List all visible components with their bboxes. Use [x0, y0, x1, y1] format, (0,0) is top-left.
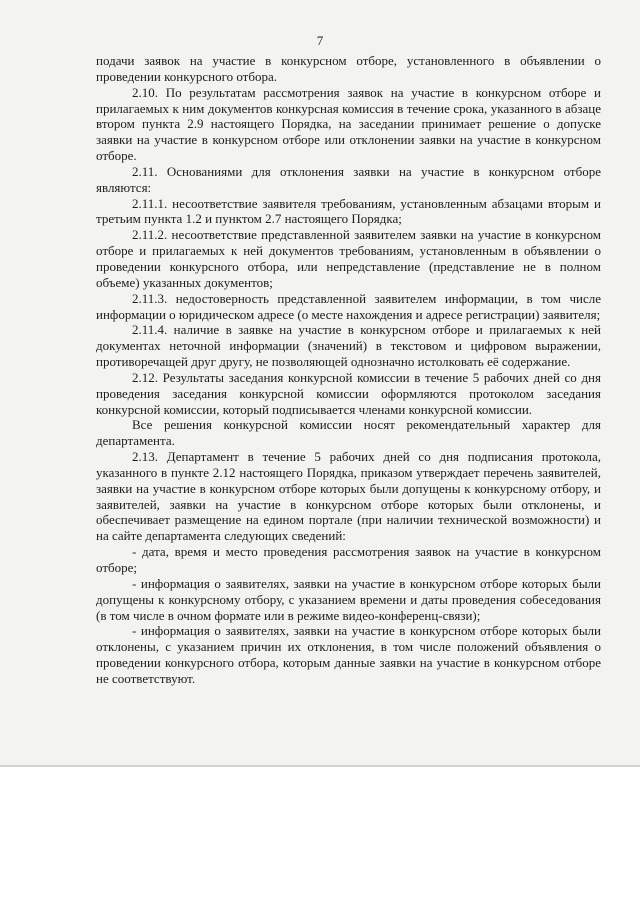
- paragraph-2-11: 2.11. Основаниями для отклонения заявки на участие в конкурсном отборе являются:: [96, 163, 601, 195]
- paragraph-2-11-4: 2.11.4. наличие в заявке на участие в конкурсном отборе и прилагаемых к ней документах неточной информации (значений) в текстовом и цифровом выражении, противоречащей друг другу, не позволяющей однозначно истолковать её содержание.: [96, 322, 601, 370]
- paragraph-2-11-1: 2.11.1. несоответствие заявителя требованиям, установленным абзацами вторым и третьим пункта 1.2 и пунктом 2.7 настоящего Порядка;: [96, 195, 601, 227]
- paragraph-2-13: 2.13. Департамент в течение 5 рабочих дней со дня подписания протокола, указанного в пункте 2.12 настоящего Порядка, приказом утверждает перечень заявителей, заявки на участие в конкурсном отборе которых были допущены к конкурсному отбору, и заявителей, заявки на участие в конкурсном отборе которых были отклонены, и обеспечивает размещение на едином портале (при наличии технической возможности) и на сайте департамента следующих сведений:: [96, 449, 601, 544]
- paragraph-continuation: подачи заявок на участие в конкурсном отборе, установленного в объявлении о проведении конкурсного отбора.: [96, 53, 601, 84]
- paragraph-2-11-2: 2.11.2. несоответствие представленной заявителем заявки на участие в конкурсном отборе и прилагаемых к ней документов требованиям, установленным в объявлении о проведении конкурсного отбора, или непредставление (представление не в полном объеме) указанных документов;: [96, 227, 601, 290]
- paragraph-2-12: 2.12. Результаты заседания конкурсной комиссии в течение 5 рабочих дней со дня проведения заседания конкурсной комиссии оформляются протоколом заседания конкурсной комиссии, который подписывается членами конкурсной комиссии.: [96, 369, 601, 417]
- paragraph-2-10: 2.10. По результатам рассмотрения заявок на участие в конкурсном отборе и прилагаемых к ним документов конкурсная комиссия в течение срока, указанного в абзаце втором пункта 2.9 настоящего Порядка, на заседании принимает решение о допуске заявки на участие в конкурсном отборе или отклонении заявки на участие в конкурсном отборе.: [96, 84, 601, 164]
- blank-margin: [0, 767, 640, 905]
- list-item-date-time-place: - дата, время и место проведения рассмотрения заявок на участие в конкурсном отборе;: [96, 544, 601, 575]
- document-body: [96, 53, 601, 687]
- paragraph-recommendation: Все решения конкурсной комиссии носят рекомендательный характер для департамента.: [96, 417, 601, 449]
- paragraph-2-11-3: 2.11.3. недостоверность представленной заявителем информации, в том числе информации о юридическом адресе (о месте нахождения и адресе регистрации) заявителя;: [96, 290, 601, 322]
- page-number: 7: [316, 33, 324, 48]
- list-item-rejected-applicants: - информация о заявителях, заявки на участие в конкурсном отборе которых были отклонены, с указанием причин их отклонения, в том числе положений объявления о проведении конкурсного отбора, которым данные заявки на участие в конкурсном отборе не соответствуют.: [96, 623, 601, 686]
- list-item-admitted-applicants: - информация о заявителях, заявки на участие в конкурсном отборе которых были допущены к конкурсному отбору, с указанием времени и даты проведения собеседования (в том числе в очном формате или в режиме видео-конференц-связи);: [96, 575, 601, 623]
